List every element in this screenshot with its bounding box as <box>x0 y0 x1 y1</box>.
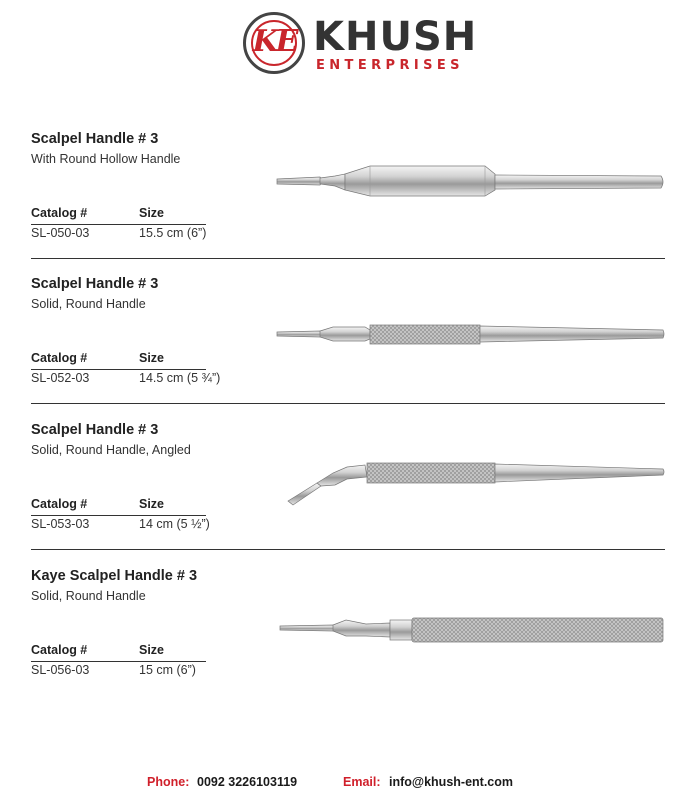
size-header: Size <box>139 643 165 657</box>
product-title: Scalpel Handle # 3 <box>31 276 159 292</box>
catalog-number: SL-050-03 <box>31 226 90 240</box>
scalpel-handle-solid-icon <box>275 320 667 348</box>
email-label: Email: <box>343 775 381 789</box>
size-value: 15.5 cm (6”) <box>139 226 207 240</box>
product-description: With Round Hollow Handle <box>31 152 181 166</box>
size-header: Size <box>139 351 165 365</box>
phone-number: 0092 3226103119 <box>197 775 298 789</box>
logo-tagline: ENTERPRISES <box>316 58 464 73</box>
product-title: Scalpel Handle # 3 <box>31 131 159 147</box>
size-value: 14.5 cm (5 ¾”) <box>139 371 221 385</box>
product-description: Solid, Round Handle, Angled <box>31 443 191 457</box>
section-divider <box>31 258 665 259</box>
scalpel-handle-hollow-icon <box>275 160 667 202</box>
scalpel-handle-angled-icon <box>285 455 667 510</box>
product-description: Solid, Round Handle <box>31 589 146 603</box>
size-value: 15 cm (6”) <box>139 663 196 677</box>
catalog-number: SL-053-03 <box>31 517 90 531</box>
catalog-number: SL-056-03 <box>31 663 90 677</box>
size-header: Size <box>139 206 165 220</box>
catalog-header: Catalog # <box>31 497 88 511</box>
email-address[interactable]: info@khush-ent.com <box>389 775 513 789</box>
section-divider <box>31 403 665 404</box>
company-logo <box>243 12 478 78</box>
size-value: 14 cm (5 ½”) <box>139 517 210 531</box>
section-divider <box>31 549 665 550</box>
product-description: Solid, Round Handle <box>31 297 146 311</box>
product-title: Kaye Scalpel Handle # 3 <box>31 568 198 584</box>
product-title: Scalpel Handle # 3 <box>31 422 159 438</box>
catalog-header: Catalog # <box>31 206 88 220</box>
phone-label: Phone: <box>147 775 190 789</box>
catalog-header: Catalog # <box>31 351 88 365</box>
kaye-scalpel-handle-icon <box>278 612 667 648</box>
catalog-header: Catalog # <box>31 643 88 657</box>
logo-name: KHUSH <box>313 14 478 60</box>
size-header: Size <box>139 497 165 511</box>
catalog-number: SL-052-03 <box>31 371 90 385</box>
logo-monogram: KE <box>252 24 296 59</box>
